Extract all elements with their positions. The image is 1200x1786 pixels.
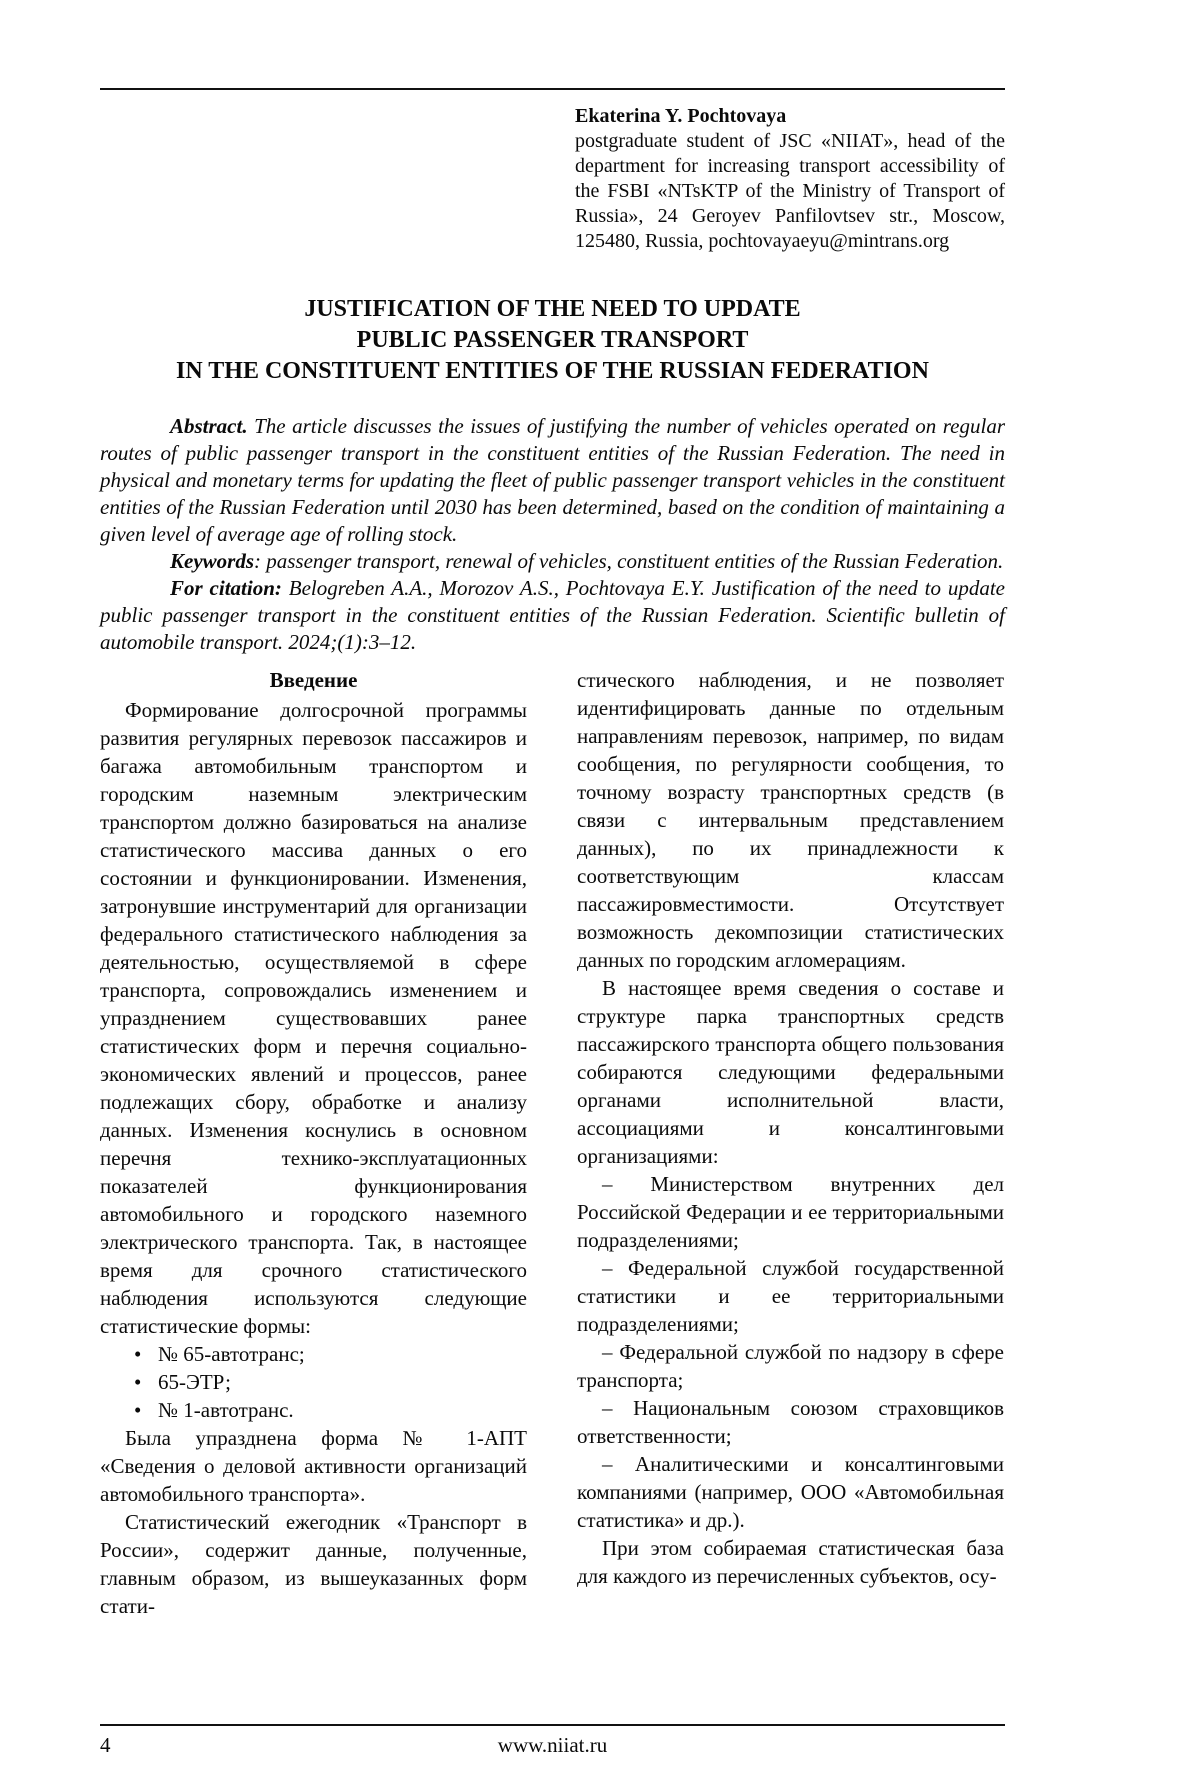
intro-paragraph-1: Формирование долгосрочной программы развития регулярных перевозок пассажиров и багажа автомобильным транспортом и городским наземным электрическим транспортом должно базироваться на анализе статистического массива данных о его состоянии и функционировании. Изменения, затронувшие инструментарий для организации федерального статистического наблюдения за деятельностью, осуществляемой в сфере транспорта, сопровождались изменением и упразднением существовавших ранее статистических форм и перечня социально-экономических явлений и процессов, ранее подлежащих сбору, обработке и анализу данных. Изменения коснулись в основном перечня технико-эксплуатационных показателей функционирования автомобильного и городского наземного электрического транспорта. Так, в настоящее время для срочного статистического наблюдения используются следующие статистические формы: [100, 698, 527, 1338]
list-item-text: 65-ЭТР; [158, 1370, 231, 1394]
continued-paragraph: стического наблюдения, и не позволяет идентифицировать данные по отдельным направлениям перевозок, например, по видам сообщения, по регулярности сообщения, то точному возрасту транспортных средств (в связи с интервальным представлением данных), по их принадлежности к соответствующим классам пассажировместимости. Отсутствует возможность декомпозиции статистических данных по городским агломерациям. [577, 668, 1004, 972]
bullet-icon: • [134, 1342, 142, 1366]
page-footer [100, 1724, 1005, 1759]
footer-rule-divider [100, 1724, 1005, 1726]
bullet-icon: • [134, 1370, 142, 1394]
dash-list-item: – Федеральной службой по надзору в сфере транспорта; [577, 1340, 1004, 1392]
abstract-label: Abstract. [170, 414, 248, 438]
citation-text: Belogreben A.A., Morozov A.S., Pochtovaya E.Y. Justification of the need to update public passenger transport in the constituent entities of the Russian Federation. Scientific bulletin of automobile transport. 2024;(1):3–12. [100, 576, 1005, 654]
citation-paragraph [100, 575, 1005, 656]
left-column [100, 666, 527, 1620]
abstract-paragraph [100, 413, 1005, 548]
paper-page [0, 88, 1200, 1786]
top-rule-divider [100, 88, 1005, 90]
page-number: 4 [100, 1733, 111, 1757]
bullet-icon: • [134, 1398, 142, 1422]
list-item-text: № 1-автотранс. [158, 1398, 294, 1422]
dash-list-item: – Аналитическими и консалтинговыми компаниями (например, ООО «Автомобильная статистика» и др.). [577, 1452, 1004, 1532]
author-affiliation: postgraduate student of JSC «NIIAT», head of the department for increasing transport accessibility of the FSBI «NTsKTP of the Ministry of Transport of Russia», 24 Geroyev Panfilovtsev str., Moscow, 125480, Russia, pochtovayaeyu@mintrans.org [575, 130, 1005, 252]
citation-label: For citation: [170, 576, 282, 600]
abstract-text: The article discusses the issues of justifying the number of vehicles operated on regular routes of public passenger transport in the constituent entities of the Russian Federation. The need in physical and monetary terms for updating the fleet of public passenger transport vehicles in the constituent entities of the Russian Federation until 2030 has been determined, based on the condition of maintaining a given level of average age of rolling stock. [100, 414, 1005, 546]
dash-list-item: – Федеральной службой государственной статистики и ее территориальными подразделениями; [577, 1256, 1004, 1336]
list-item [134, 1396, 527, 1424]
paper-title-line-3: IN THE CONSTITUENT ENTITIES OF THE RUSSIAN FEDERATION [176, 358, 929, 384]
list-item-text: № 65-автотранс; [158, 1342, 305, 1366]
paper-title-line-2: PUBLIC PASSENGER TRANSPORT [356, 327, 749, 353]
intro-paragraph-2: Была упразднена форма № 1-АПТ «Сведения о деловой активности организаций автомобильного транспорта». [100, 1426, 527, 1506]
closing-paragraph: При этом собираемая статистическая база для каждого из перечисленных субъектов, осу- [577, 1536, 1004, 1588]
author-block [575, 104, 1005, 254]
dash-list-item: – Национальным союзом страховщиков ответственности; [577, 1396, 1004, 1448]
list-item [134, 1340, 527, 1368]
statistical-forms-list [100, 1340, 527, 1424]
keywords-text: : passenger transport, renewal of vehicles, constituent entities of the Russian Federation. [254, 549, 1004, 573]
footer-line [100, 1731, 1005, 1759]
site-url: www.niiat.ru [497, 1733, 608, 1757]
meta-block [100, 413, 1005, 656]
right-column [577, 666, 1004, 1620]
list-item [134, 1368, 527, 1396]
author-name: Ekaterina Y. Pochtovaya [575, 105, 787, 127]
intro-paragraph-3: Статистический ежегодник «Транспорт в России», содержит данные, полученные, главным образом, из вышеуказанных форм стати- [100, 1510, 527, 1618]
dash-list-item: – Министерством внутренних дел Российской Федерации и ее территориальными подразделениями; [577, 1172, 1004, 1252]
paper-title [100, 294, 1005, 387]
two-column-body [100, 666, 1005, 1620]
keywords-label: Keywords [170, 549, 254, 573]
paper-title-line-1: JUSTIFICATION OF THE NEED TO UPDATE [304, 296, 801, 322]
sources-intro-paragraph: В настоящее время сведения о составе и структуре парка транспортных средств пассажирского транспорта общего пользования собираются следующими федеральными органами исполнительной власти, ассоциациями и консалтинговыми организациями: [577, 976, 1004, 1168]
section-heading-introduction: Введение [269, 668, 358, 692]
keywords-paragraph [100, 548, 1005, 575]
